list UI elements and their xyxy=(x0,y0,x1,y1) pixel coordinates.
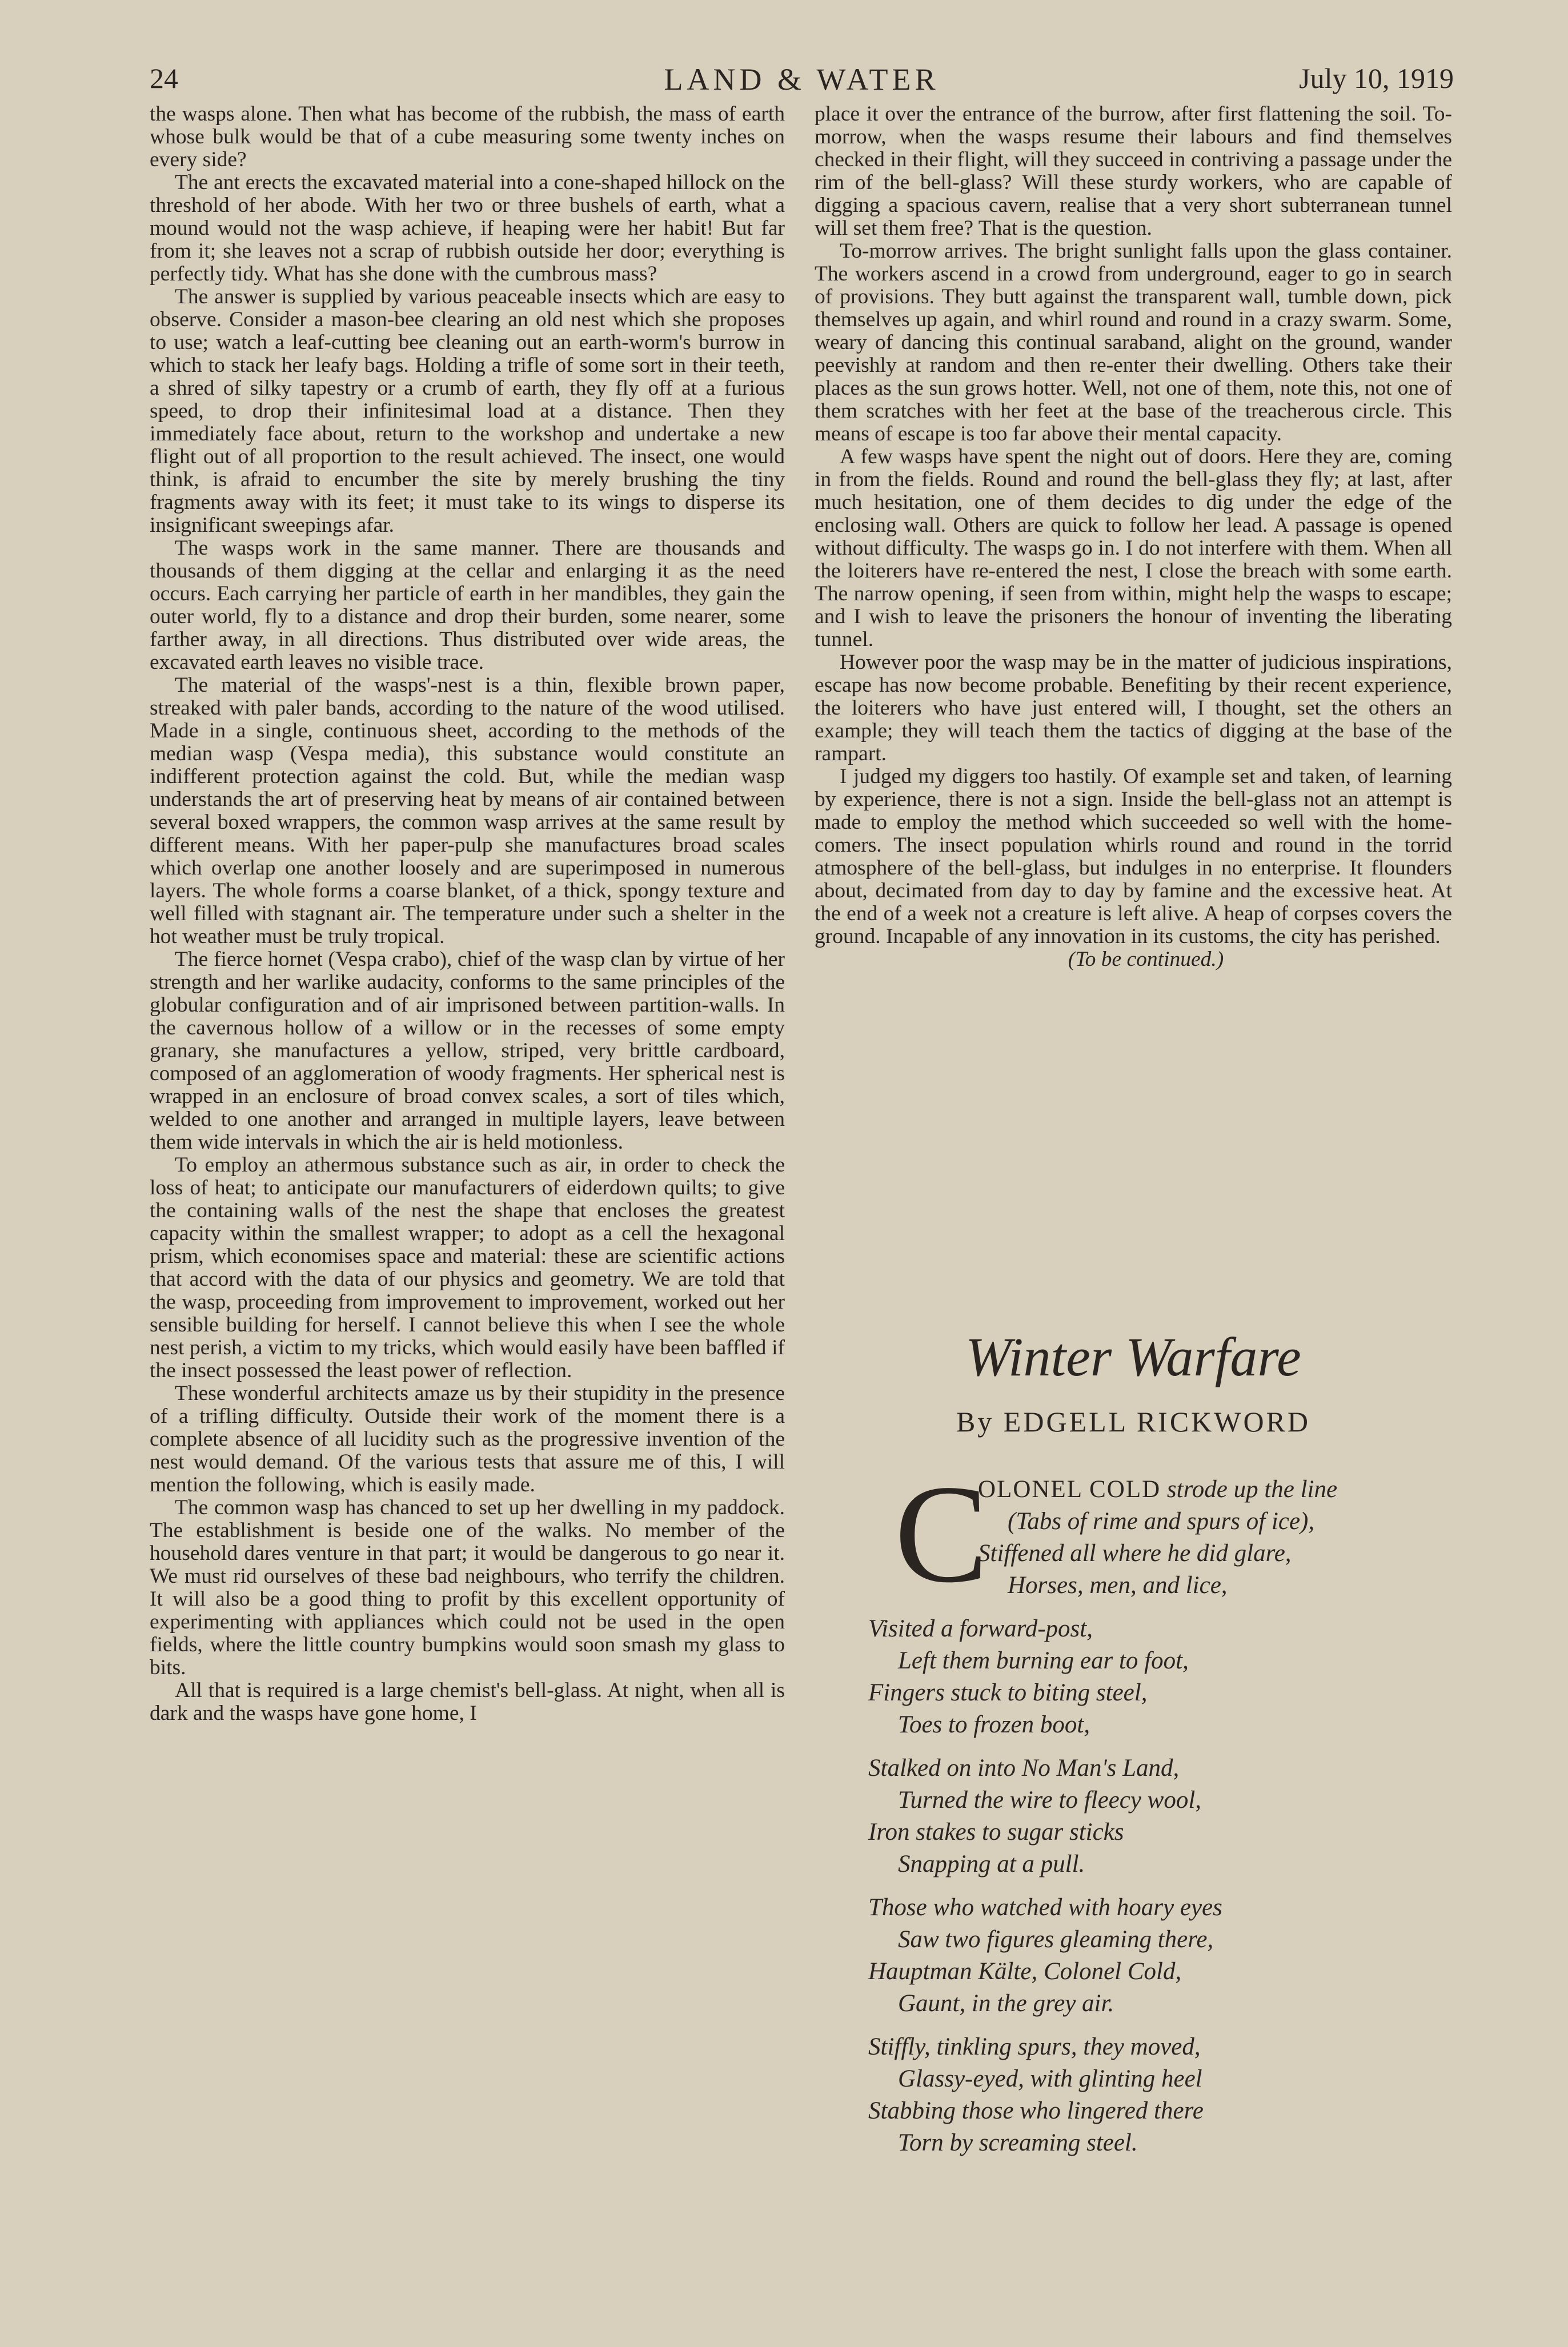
poem-stanza xyxy=(868,1752,1445,1880)
poem-stanza xyxy=(868,1892,1445,2020)
paragraph: All that is required is a large chemist's bell-glass. At night, when all is dark and the wasps have gone home, I xyxy=(150,1679,785,1725)
issue-date: July 10, 1919 xyxy=(1299,62,1454,94)
poem-line: Iron stakes to sugar sticks xyxy=(868,1819,1124,1845)
poem-line: Those who watched with hoary eyes xyxy=(868,1894,1222,1921)
to-be-continued: (To be continued.) xyxy=(1068,948,1224,971)
right-column xyxy=(815,103,1452,971)
poem-line: Saw two figures gleaming there, xyxy=(898,1926,1214,1953)
first-line-caps: OLONEL COLD xyxy=(978,1476,1161,1503)
poem-line: Hauptman Kälte, Colonel Cold, xyxy=(868,1958,1182,1985)
poem-line: Stabbing those who lingered there xyxy=(868,2097,1204,2124)
paragraph: The wasps work in the same manner. There are thousands and thousands of them digging at the cellar and enlarging it as the need occurs. Each carrying her particle of earth in her mandibles, they gain the outer world, fly to a distance and drop their burden, some nearer, some farther away, in all directions. Thus distributed over wide areas, the excavated earth leaves no visible trace. xyxy=(150,536,785,674)
left-column xyxy=(150,103,785,1725)
page-header xyxy=(150,62,1454,102)
paragraph: place it over the entrance of the burrow, after first flattening the soil. To-morrow, when the wasps resume their labours and find themselves checked in their flight, will they succeed in contriving a passage under the rim of the bell-glass? Will these sturdy workers, who are capable of digging a spacious cavern, realise that a very short subterranean tunnel will set them free? That is the question. xyxy=(815,102,1452,240)
paragraph: However poor the wasp may be in the matter of judicious inspirations, escape has now become probable. Benefiting by their recent experience, the loiterers who have just entered will, I thought, set the others an example; they will teach them the tactics of digging at the base of the rampart. xyxy=(815,651,1452,765)
poem-title: Winter Warfare xyxy=(965,1326,1301,1387)
paragraph: The material of the wasps'-nest is a thin, flexible brown paper, streaked with paler bands, according to the nature of the wood utilised. Made in a single, continuous sheet, according to the methods of the median wasp (Vespa media), this substance would constitute an indifferent protection against the cold. But, while the median wasp understands the art of preserving heat by means of air contained between several boxed wrappers, the common wasp arrives at the same result by different means. With her paper-pulp she manufactures broad scales which overlap one another loosely and are superimposed in numerous layers. The whole forms a coarse blanket, of a thick, spongy texture and well filled with stagnant air. The temperature under such a shelter in the hot weather must be truly tropical. xyxy=(150,673,785,948)
poem-line: Stalked on into No Man's Land, xyxy=(868,1755,1180,1782)
first-line-rest: strode up the line xyxy=(1161,1476,1338,1503)
poem-line: Torn by screaming steel. xyxy=(898,2129,1138,2156)
poem-line: Fingers stuck to biting steel, xyxy=(868,1679,1148,1706)
paragraph: A few wasps have spent the night out of doors. Here they are, coming in from the fields. Round and round the bell-glass they fly; at last, after much hesitation, one of them decides to dig under the edge of the enclosing wall. Others are quick to follow her lead. A passage is opened without difficulty. The wasps go in. I do not interfere with them. When all the loiterers have re-entered the nest, I close the breach with some earth. The narrow opening, if seen from within, might help the wasps to escape; and I wish to leave the prisoners the honour of inventing the liberating tunnel. xyxy=(815,445,1452,651)
poem-line: Gaunt, in the grey air. xyxy=(898,1990,1114,2017)
paragraph: To employ an athermous substance such as air, in order to check the loss of heat; to anticipate our manufacturers of eiderdown quilts; to give the containing walls of the nest the shape that encloses the greatest capacity within the smallest wrapper; to adopt as a cell the hexagonal prism, which economises space and material: these are scientific actions that accord with the data of our physics and geometry. We are told that the wasp, proceeding from improvement to improvement, worked out her sensible building for herself. I cannot believe this when I see the whole nest perish, a victim to my tricks, which would easily have been baffled if the insect possessed the least power of reflection. xyxy=(150,1153,785,1382)
poem-line: Glassy-eyed, with glinting heel xyxy=(898,2065,1202,2092)
poem-stanza xyxy=(868,1457,1445,1612)
paragraph: The ant erects the excavated material into a cone-shaped hillock on the threshold of her abode. With her two or three bushels of earth, what a mound would not the wasp achieve, if heaping were her habit! But far from it; she leaves not a scrap of rubbish outside her door; everything is perfectly tidy. What has she done with the cumbrous mass? xyxy=(150,171,785,286)
poem-line: Turned the wire to fleecy wool, xyxy=(898,1787,1202,1814)
poem-line: Left them burning ear to foot, xyxy=(898,1647,1189,1674)
poem-line: Stiffly, tinkling spurs, they moved, xyxy=(868,2033,1201,2060)
poem-stanza xyxy=(868,2031,1445,2159)
poem-line: Snapping at a pull. xyxy=(898,1851,1085,1877)
poem-line: (Tabs of rime and spurs of ice), xyxy=(1008,1508,1315,1535)
paragraph: The fierce hornet (Vespa crabo), chief of the wasp clan by virtue of her strength and her warlike audacity, conforms to the same principles of the globular configuration and of air imprisoned between partition-walls. In the cavernous hollow of a willow or in the recesses of some empty granary, she manufactures a yellow, striped, very brittle cardboard, composed of an agglomeration of woody fragments. Her spherical nest is wrapped in an enclosure of broad convex scales, a sort of tiles which, welded to one another and arranged in multiple layers, leave between them wide intervals in which the air is held motionless. xyxy=(150,948,785,1154)
masthead: LAND & WATER xyxy=(664,62,940,97)
paragraph: These wonderful architects amaze us by their stupidity in the presence of a trifling difficulty. Outside their work of the moment there is a complete absence of all lucidity such as the progressive invention of the nest would demand. Of the various tests that assure me of this, I will mention the following, which is easily made. xyxy=(150,1382,785,1497)
paragraph: The answer is supplied by various peaceable insects which are easy to observe. Consider a mason-bee clearing an old nest which she proposes to use; watch a leaf-cutting bee cleaning out an earth-worm's burrow in which to stack her leafy bags. Holding a trifle of some sort in their teeth, a shred of silky tapestry or a crumb of earth, they fly off at a furious speed, to drop their infinitesimal load at a distance. Then they immediately face about, return to the workshop and undertake a new flight out of all proportion to the result achieved. The insect, one would think, is afraid to encumber the site by merely brushing the tiny fragments away with its feet; it must take to its wings to disperse its insignificant sweepings afar. xyxy=(150,285,785,537)
poem-stanza xyxy=(868,1613,1445,1741)
poem xyxy=(868,1457,1445,2171)
poem-line: Visited a forward-post, xyxy=(868,1615,1093,1642)
paragraph: I judged my diggers too hastily. Of example set and taken, of learning by experience, there is not a sign. Inside the bell-glass not an attempt is made to employ the method which succeeded so well with the home-comers. The insect population whirls round and round in the torrid atmosphere of the bell-glass, but indulges in no enterprise. It flounders about, decimated from day to day by famine and the excessive heat. At the end of a week not a creature is left alive. A heap of corpses covers the ground. Incapable of any innovation in its customs, the city has perished. xyxy=(815,765,1452,948)
poem-line: Toes to frozen boot, xyxy=(898,1711,1090,1738)
paragraph: the wasps alone. Then what has become of the rubbish, the mass of earth whose bulk would be that of a cube measuring some twenty inches on every side? xyxy=(150,102,785,171)
paragraph: To-morrow arrives. The bright sunlight falls upon the glass container. The workers ascend in a crowd from underground, eager to go in search of provisions. They butt against the transparent wall, tumble down, pick themselves up again, and whirl round and round in a crazy swarm. Some, weary of dancing this continual saraband, alight on the ground, wander peevishly at random and then re-enter their dwelling. Others take their places as the sun grows hotter. Well, not one of them, note this, not one of them scratches with her feet at the base of the treacherous circle. This means of escape is too far above their mental capacity. xyxy=(815,239,1452,446)
poem-line xyxy=(978,1474,1445,1506)
poem-line: Stiffened all where he did glare, xyxy=(978,1540,1292,1567)
paragraph: The common wasp has chanced to set up her dwelling in my paddock. The establishment is beside one of the walks. No member of the household dares venture in that part; it would be dangerous to go near it. We must rid ourselves of these bad neighbours, who terrify the children. It will also be a good thing to profit by this excellent opportunity of experimenting with appliances which could not be used in the open fields, where the little country bumpkins would soon smash my glass to bits. xyxy=(150,1496,785,1679)
poem-byline: By EDGELL RICKWORD xyxy=(956,1406,1311,1438)
page-number: 24 xyxy=(150,62,178,94)
poem-line: Horses, men, and lice, xyxy=(1008,1572,1228,1599)
drop-cap: C xyxy=(895,1457,989,1612)
